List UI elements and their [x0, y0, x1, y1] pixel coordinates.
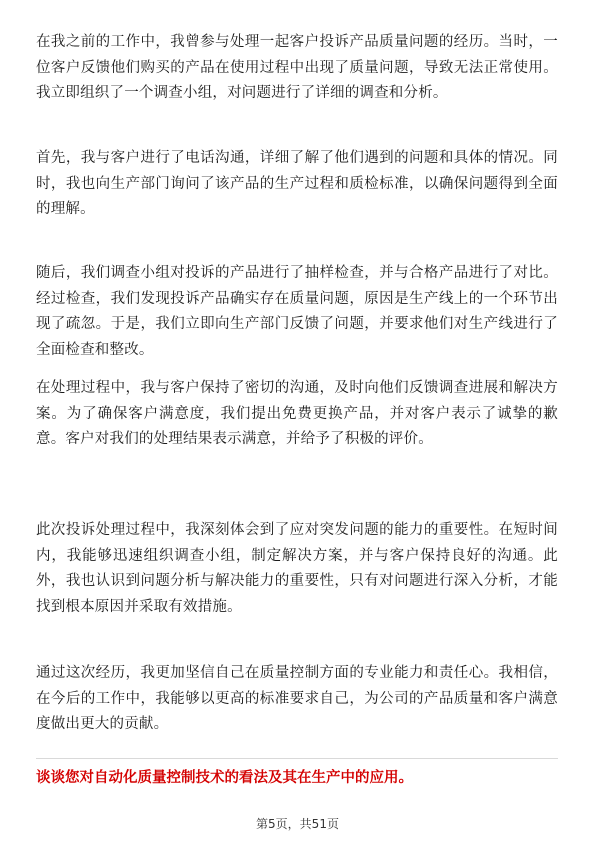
interview-question: 谈谈您对自动化质量控制技术的看法及其在生产中的应用。 — [36, 770, 413, 786]
body-paragraph-1: 在我之前的工作中，我曾参与处理一起客户投诉产品质量问题的经历。当时，一位客户反馈他们购买的产品在使用过程中出现了质量问题，导致无法正常使用。我立即组织了一个调查小组，对问题进行了详细的调查和分析。 — [36, 34, 558, 101]
section-divider — [36, 758, 558, 759]
body-paragraph-4: 在处理过程中，我与客户保持了密切的沟通，及时向他们反馈调查进展和解决方案。为了确保客户满意度，我们提出免费更换产品，并对客户表示了诚挚的歉意。客户对我们的处理结果表示满意，并给予了积极的评价。 — [36, 380, 558, 447]
body-paragraph-6: 通过这次经历，我更加坚信自己在质量控制方面的专业能力和责任心。我相信，在今后的工作中，我能够以更高的标准要求自己，为公司的产品质量和客户满意度做出更大的贡献。 — [36, 665, 558, 732]
page-number: 第5页，共51页 — [256, 817, 339, 831]
body-paragraph-3: 随后，我们调查小组对投诉的产品进行了抽样检查，并与合格产品进行了对比。经过检查，我们发现投诉产品确实存在质量问题，原因是生产线上的一个环节出现了疏忽。于是，我们立即向生产部门反馈了问题，并要求他们对生产线进行了全面检查和整改。 — [36, 265, 558, 358]
body-paragraph-2: 首先，我与客户进行了电话沟通，详细了解了他们遇到的问题和具体的情况。同时，我也向生产部门询问了该产品的生产过程和质检标准，以确保问题得到全面的理解。 — [36, 150, 558, 217]
body-paragraph-5: 此次投诉处理过程中，我深刻体会到了应对突发问题的能力的重要性。在短时间内，我能够迅速组织调查小组，制定解决方案，并与客户保持良好的沟通。此外，我也认识到问题分析与解决能力的重要性，只有对问题进行深入分析，才能找到根本原因并采取有效措施。 — [36, 522, 558, 615]
